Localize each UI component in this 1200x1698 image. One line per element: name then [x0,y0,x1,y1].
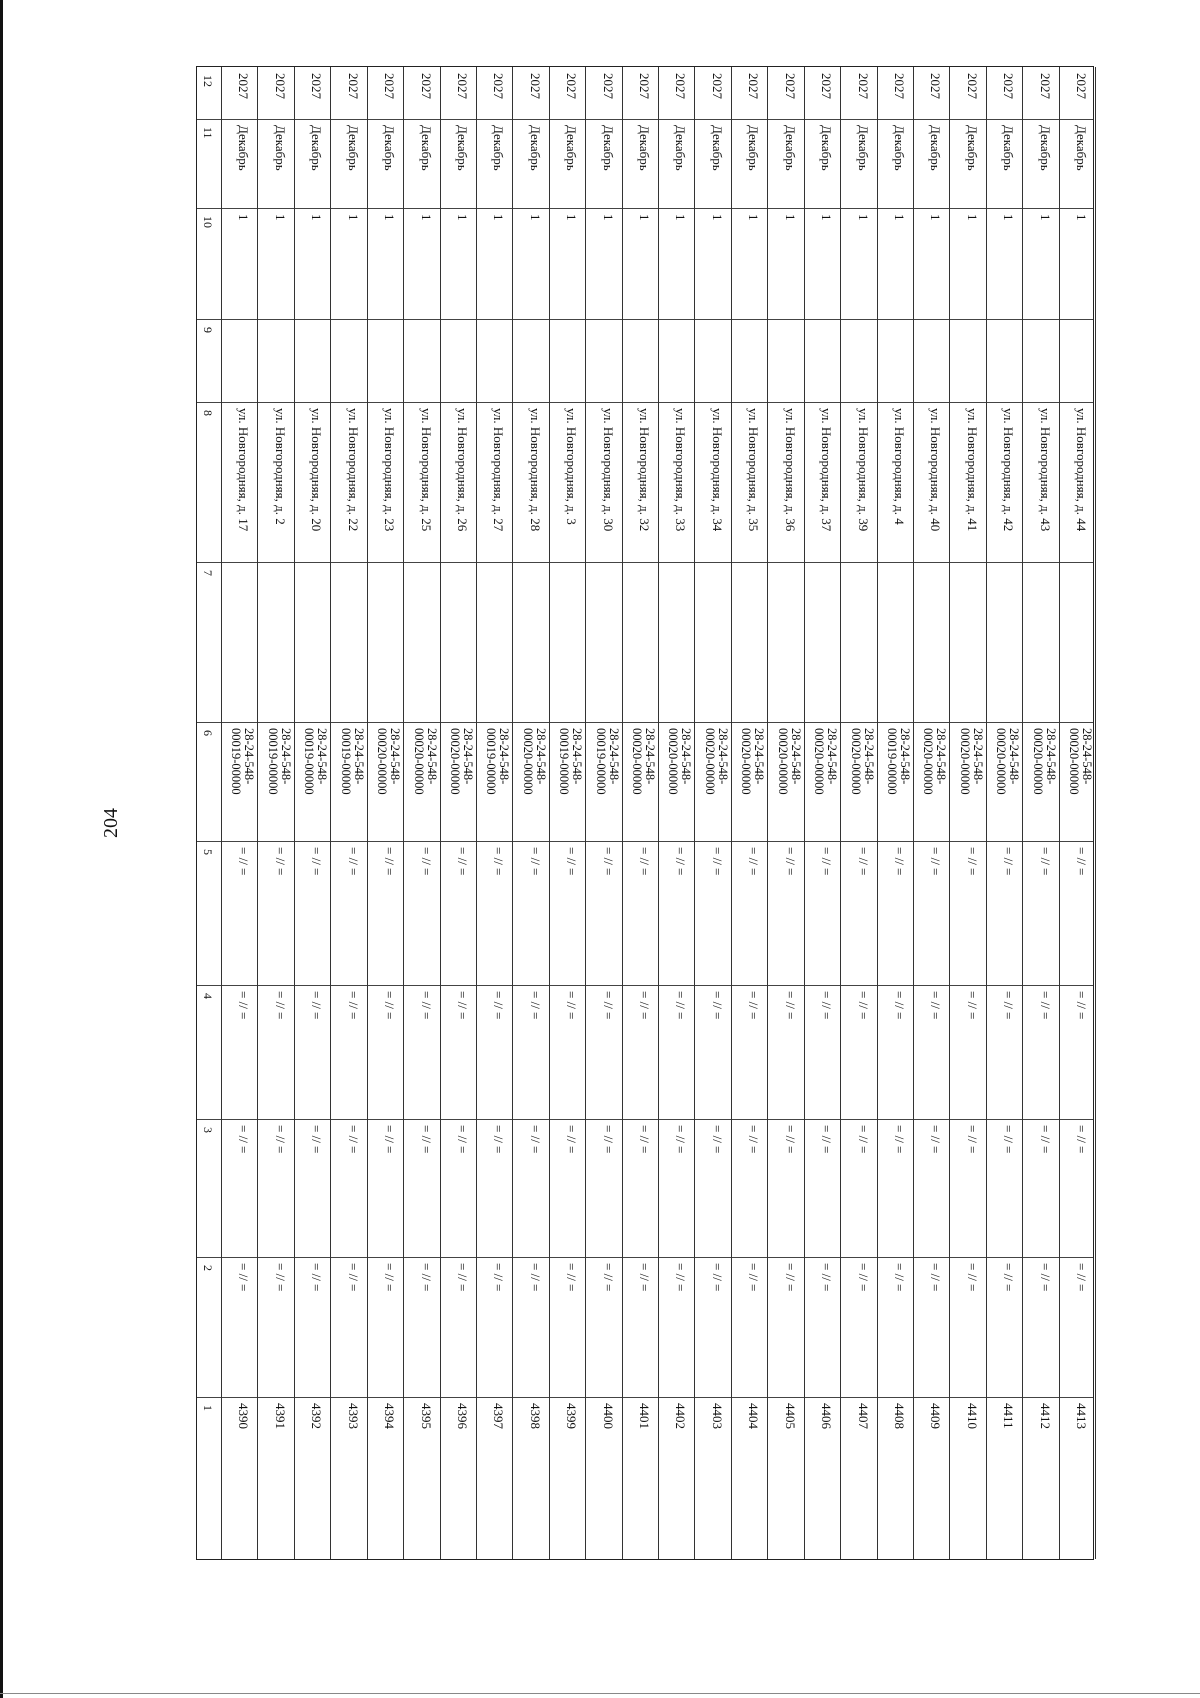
ditto-mark: = // = [673,1125,689,1154]
ditto-mark: = // = [272,847,288,876]
address: ул. Новгородняя, д. 41 [964,408,980,532]
ditto-mark: = // = [309,847,325,876]
row-divider [1095,67,1096,1559]
ditto-mark: = // = [964,991,980,1020]
ditto-mark: = // = [236,1125,252,1154]
column-divider [197,402,1093,403]
column-header: 6 [201,730,215,736]
row-divider [804,67,805,1559]
row-divider [840,67,841,1559]
ditto-mark: = // = [673,847,689,876]
ditto-mark: = // = [454,991,470,1020]
count: 1 [418,214,434,221]
row-number: 4396 [454,1403,470,1429]
column-divider [197,1257,1093,1258]
row-divider [330,67,331,1559]
row-number: 4410 [964,1403,980,1429]
address: ул. Новгородняя, д. 35 [746,408,762,532]
ditto-mark: = // = [491,991,507,1020]
ditto-mark: = // = [855,847,871,876]
ditto-mark: = // = [891,847,907,876]
month: Декабрь [928,125,944,171]
cadastral-code: 28-24-548-00020-00000 [411,728,439,795]
year: 2027 [964,73,980,99]
month: Декабрь [345,125,361,171]
month: Декабрь [709,125,725,171]
year: 2027 [272,73,288,99]
year: 2027 [819,73,835,99]
month: Декабрь [855,125,871,171]
ditto-mark: = // = [746,1125,762,1154]
year: 2027 [418,73,434,99]
ditto-mark: = // = [382,991,398,1020]
ditto-mark: = // = [418,1125,434,1154]
column-header: 4 [201,993,215,999]
ditto-mark: = // = [600,1125,616,1154]
ditto-mark: = // = [491,1263,507,1292]
row-number: 4392 [309,1403,325,1429]
row-divider [877,67,878,1559]
month: Декабрь [746,125,762,171]
cadastral-code: 28-24-548-00020-00000 [702,728,730,795]
ditto-mark: = // = [345,1263,361,1292]
row-number: 4402 [673,1403,689,1429]
year: 2027 [454,73,470,99]
row-divider [622,67,623,1559]
count: 1 [819,214,835,221]
column-header: 12 [201,75,215,87]
ditto-mark: = // = [382,847,398,876]
ditto-mark: = // = [637,1125,652,1154]
row-divider [913,67,914,1559]
row-number: 4409 [928,1403,944,1429]
column-header: 5 [201,849,215,855]
ditto-mark: = // = [1001,847,1017,876]
row-divider [1059,67,1060,1559]
ditto-mark: = // = [564,991,580,1020]
ditto-mark: = // = [964,1263,980,1292]
ditto-mark: = // = [382,1125,398,1154]
ditto-mark: = // = [236,991,252,1020]
row-number: 4404 [746,1403,762,1429]
count: 1 [1037,214,1053,221]
address: ул. Новгородняя, д. 28 [527,408,543,532]
cadastral-code: 28-24-548-00020-00000 [921,728,949,795]
count: 1 [928,214,944,221]
count: 1 [746,214,762,221]
row-divider [367,67,368,1559]
address: ул. Новгородняя, д. 20 [309,408,325,532]
ditto-mark: = // = [819,847,835,876]
ditto-mark: = // = [819,1125,835,1154]
ditto-mark: = // = [236,1263,252,1292]
column-divider [197,841,1093,842]
ditto-mark: = // = [891,1263,907,1292]
year: 2027 [527,73,543,99]
ditto-mark: = // = [345,991,361,1020]
column-divider [197,1119,1093,1120]
year: 2027 [1037,73,1053,99]
ditto-mark: = // = [309,1125,325,1154]
ditto-mark: = // = [928,991,944,1020]
ditto-mark: = // = [454,1263,470,1292]
row-divider [403,67,404,1559]
ditto-mark: = // = [1001,1263,1017,1292]
ditto-mark: = // = [709,1125,725,1154]
year: 2027 [236,73,252,99]
count: 1 [891,214,907,221]
year: 2027 [309,73,325,99]
address: ул. Новгородняя, д. 33 [673,408,689,532]
year: 2027 [637,73,652,99]
column-divider [197,119,1093,120]
ditto-mark: = // = [782,991,798,1020]
row-divider [731,67,732,1559]
ditto-mark: = // = [782,847,798,876]
ditto-mark: = // = [272,991,288,1020]
cadastral-code: 28-24-548-00020-00000 [739,728,767,795]
row-divider [512,67,513,1559]
ditto-mark: = // = [418,847,434,876]
count: 1 [491,214,507,221]
row-divider [221,67,222,1559]
ditto-mark: = // = [746,1263,762,1292]
address: ул. Новгородняя, д. 36 [782,408,798,532]
ditto-mark: = // = [600,847,616,876]
ditto-mark: = // = [527,1263,543,1292]
ditto-mark: = // = [855,991,871,1020]
row-divider [257,67,258,1559]
year: 2027 [709,73,725,99]
ditto-mark: = // = [928,847,944,876]
count: 1 [637,214,652,221]
year: 2027 [1074,73,1089,99]
address: ул. Новгородняя, д. 40 [928,408,944,532]
count: 1 [454,214,470,221]
count: 1 [272,214,288,221]
month: Декабрь [600,125,616,171]
count: 1 [964,214,980,221]
count: 1 [527,214,543,221]
cadastral-code: 28-24-548-00019-00000 [484,728,512,795]
row-number: 4397 [491,1403,507,1429]
cadastral-code: 28-24-548-00020-00000 [848,728,876,795]
address: ул. Новгородняя, д. 32 [637,408,652,532]
address: ул. Новгородняя, д. 37 [819,408,835,532]
row-divider [294,67,295,1559]
address: ул. Новгородняя, д. 39 [855,408,871,532]
ditto-mark: = // = [637,1263,652,1292]
ditto-mark: = // = [600,991,616,1020]
month: Декабрь [491,125,507,171]
column-header: 3 [201,1127,215,1133]
ditto-mark: = // = [637,847,652,876]
count: 1 [673,214,689,221]
ditto-mark: = // = [782,1125,798,1154]
column-divider [197,1397,1093,1398]
month: Декабрь [564,125,580,171]
month: Декабрь [637,125,652,171]
year: 2027 [782,73,798,99]
scan-edge [0,0,3,1698]
count: 1 [600,214,616,221]
ditto-mark: = // = [673,1263,689,1292]
count: 1 [382,214,398,221]
year: 2027 [891,73,907,99]
row-number: 4408 [891,1403,907,1429]
cadastral-code: 28-24-548-00020-00000 [1067,728,1094,795]
month: Декабрь [673,125,689,171]
ditto-mark: = // = [454,1125,470,1154]
ditto-mark: = // = [673,991,689,1020]
row-divider [1022,67,1023,1559]
row-divider [440,67,441,1559]
cadastral-code: 28-24-548-00019-00000 [229,728,257,795]
ditto-mark: = // = [272,1263,288,1292]
column-header: 11 [201,127,215,139]
month: Декабрь [1074,125,1089,171]
column-header: 9 [201,327,215,333]
year: 2027 [1001,73,1017,99]
ditto-mark: = // = [236,847,252,876]
column-header: 8 [201,410,215,416]
cadastral-code: 28-24-548-00019-00000 [884,728,912,795]
address: ул. Новгородняя, д. 27 [491,408,507,532]
column-divider [197,985,1093,986]
ditto-mark: = // = [1037,991,1053,1020]
ditto-mark: = // = [491,1125,507,1154]
cadastral-code: 28-24-548-00020-00000 [775,728,803,795]
column-divider [197,722,1093,723]
row-number: 4400 [600,1403,616,1429]
cadastral-code: 28-24-548-00019-00000 [302,728,330,795]
ditto-mark: = // = [891,1125,907,1154]
month: Декабрь [454,125,470,171]
ditto-mark: = // = [418,1263,434,1292]
address: ул. Новгородняя, д. 44 [1074,408,1089,532]
ditto-mark: = // = [855,1263,871,1292]
cadastral-code: 28-24-548-00019-00000 [338,728,366,795]
ditto-mark: = // = [1037,1125,1053,1154]
month: Декабрь [1001,125,1017,171]
ditto-mark: = // = [272,1125,288,1154]
ditto-mark: = // = [891,991,907,1020]
row-divider [949,67,950,1559]
register-table [196,66,1094,1560]
year: 2027 [673,73,689,99]
ditto-mark: = // = [454,847,470,876]
cadastral-code: 28-24-548-00020-00000 [447,728,475,795]
count: 1 [309,214,325,221]
ditto-mark: = // = [928,1125,944,1154]
cadastral-code: 28-24-548-00019-00000 [265,728,293,795]
cadastral-code: 28-24-548-00019-00000 [557,728,585,795]
month: Декабрь [382,125,398,171]
ditto-mark: = // = [1037,847,1053,876]
row-number: 4399 [564,1403,580,1429]
column-header: 10 [201,216,215,228]
row-divider [694,67,695,1559]
ditto-mark: = // = [564,847,580,876]
ditto-mark: = // = [345,847,361,876]
ditto-mark: = // = [819,991,835,1020]
month: Декабрь [272,125,288,171]
month: Декабрь [236,125,252,171]
cadastral-code: 28-24-548-00020-00000 [1030,728,1058,795]
page-number: 204 [100,808,122,838]
count: 1 [1074,214,1089,221]
row-number: 4403 [709,1403,725,1429]
count: 1 [1001,214,1017,221]
address: ул. Новгородняя, д. 25 [418,408,434,532]
row-number: 4393 [345,1403,361,1429]
year: 2027 [564,73,580,99]
column-divider [197,319,1093,320]
year: 2027 [382,73,398,99]
ditto-mark: = // = [418,991,434,1020]
row-number: 4406 [819,1403,835,1429]
ditto-mark: = // = [1074,1263,1089,1292]
row-number: 4391 [272,1403,288,1429]
month: Декабрь [309,125,325,171]
address: ул. Новгородняя, д. 30 [600,408,616,532]
column-header: 2 [201,1265,215,1271]
year: 2027 [345,73,361,99]
cadastral-code: 28-24-548-00020-00000 [630,728,657,795]
ditto-mark: = // = [855,1125,871,1154]
address: ул. Новгородняя, д. 22 [345,408,361,532]
ditto-mark: = // = [782,1263,798,1292]
year: 2027 [855,73,871,99]
row-divider [549,67,550,1559]
ditto-mark: = // = [345,1125,361,1154]
ditto-mark: = // = [709,991,725,1020]
page-footer-line [0,1693,1200,1694]
ditto-mark: = // = [1037,1263,1053,1292]
count: 1 [782,214,798,221]
year: 2027 [491,73,507,99]
ditto-mark: = // = [746,991,762,1020]
ditto-mark: = // = [964,1125,980,1154]
month: Декабрь [819,125,835,171]
row-number: 4390 [236,1403,252,1429]
count: 1 [855,214,871,221]
address: ул. Новгородняя, д. 4 [891,408,907,525]
row-number: 4405 [782,1403,798,1429]
address: ул. Новгородняя, д. 23 [382,408,398,532]
ditto-mark: = // = [746,847,762,876]
ditto-mark: = // = [964,847,980,876]
count: 1 [345,214,361,221]
address: ул. Новгородняя, д. 2 [272,408,288,525]
column-divider [197,562,1093,563]
address: ул. Новгородняя, д. 17 [236,408,252,532]
cadastral-code: 28-24-548-00019-00000 [593,728,621,795]
cadastral-code: 28-24-548-00020-00000 [375,728,403,795]
ditto-mark: = // = [600,1263,616,1292]
ditto-mark: = // = [491,847,507,876]
cadastral-code: 28-24-548-00020-00000 [812,728,840,795]
ditto-mark: = // = [1074,1125,1089,1154]
ditto-mark: = // = [709,1263,725,1292]
count: 1 [236,214,252,221]
cadastral-code: 28-24-548-00020-00000 [994,728,1022,795]
ditto-mark: = // = [309,991,325,1020]
column-divider [197,208,1093,209]
row-number: 4401 [637,1403,652,1429]
ditto-mark: = // = [637,991,652,1020]
ditto-mark: = // = [1074,991,1089,1020]
row-number: 4412 [1037,1403,1053,1429]
address: ул. Новгородняя, д. 43 [1037,408,1053,532]
row-number: 4398 [527,1403,543,1429]
year: 2027 [928,73,944,99]
row-divider [585,67,586,1559]
month: Декабрь [782,125,798,171]
address: ул. Новгородняя, д. 26 [454,408,470,532]
row-divider [767,67,768,1559]
ditto-mark: = // = [564,1263,580,1292]
count: 1 [709,214,725,221]
ditto-mark: = // = [527,847,543,876]
address: ул. Новгородняя, д. 34 [709,408,725,532]
ditto-mark: = // = [819,1263,835,1292]
count: 1 [564,214,580,221]
column-header: 1 [201,1405,215,1411]
ditto-mark: = // = [309,1263,325,1292]
ditto-mark: = // = [527,1125,543,1154]
address: ул. Новгородняя, д. 42 [1001,408,1017,532]
row-number: 4411 [1001,1403,1017,1429]
row-number: 4395 [418,1403,434,1429]
ditto-mark: = // = [564,1125,580,1154]
ditto-mark: = // = [382,1263,398,1292]
ditto-mark: = // = [709,847,725,876]
cadastral-code: 28-24-548-00020-00000 [666,728,694,795]
ditto-mark: = // = [1001,1125,1017,1154]
month: Декабрь [418,125,434,171]
month: Декабрь [891,125,907,171]
row-number: 4407 [855,1403,871,1429]
ditto-mark: = // = [527,991,543,1020]
month: Декабрь [527,125,543,171]
ditto-mark: = // = [1001,991,1017,1020]
row-divider [476,67,477,1559]
year: 2027 [600,73,616,99]
cadastral-code: 28-24-548-00020-00000 [520,728,548,795]
ditto-mark: = // = [1074,847,1089,876]
year: 2027 [746,73,762,99]
row-divider [986,67,987,1559]
row-number: 4413 [1074,1403,1089,1429]
month: Декабрь [964,125,980,171]
month: Декабрь [1037,125,1053,171]
ditto-mark: = // = [928,1263,944,1292]
row-number: 4394 [382,1403,398,1429]
cadastral-code: 28-24-548-00020-00000 [957,728,985,795]
address: ул. Новгородняя, д. 3 [564,408,580,525]
column-header: 7 [201,570,215,576]
row-divider [658,67,659,1559]
